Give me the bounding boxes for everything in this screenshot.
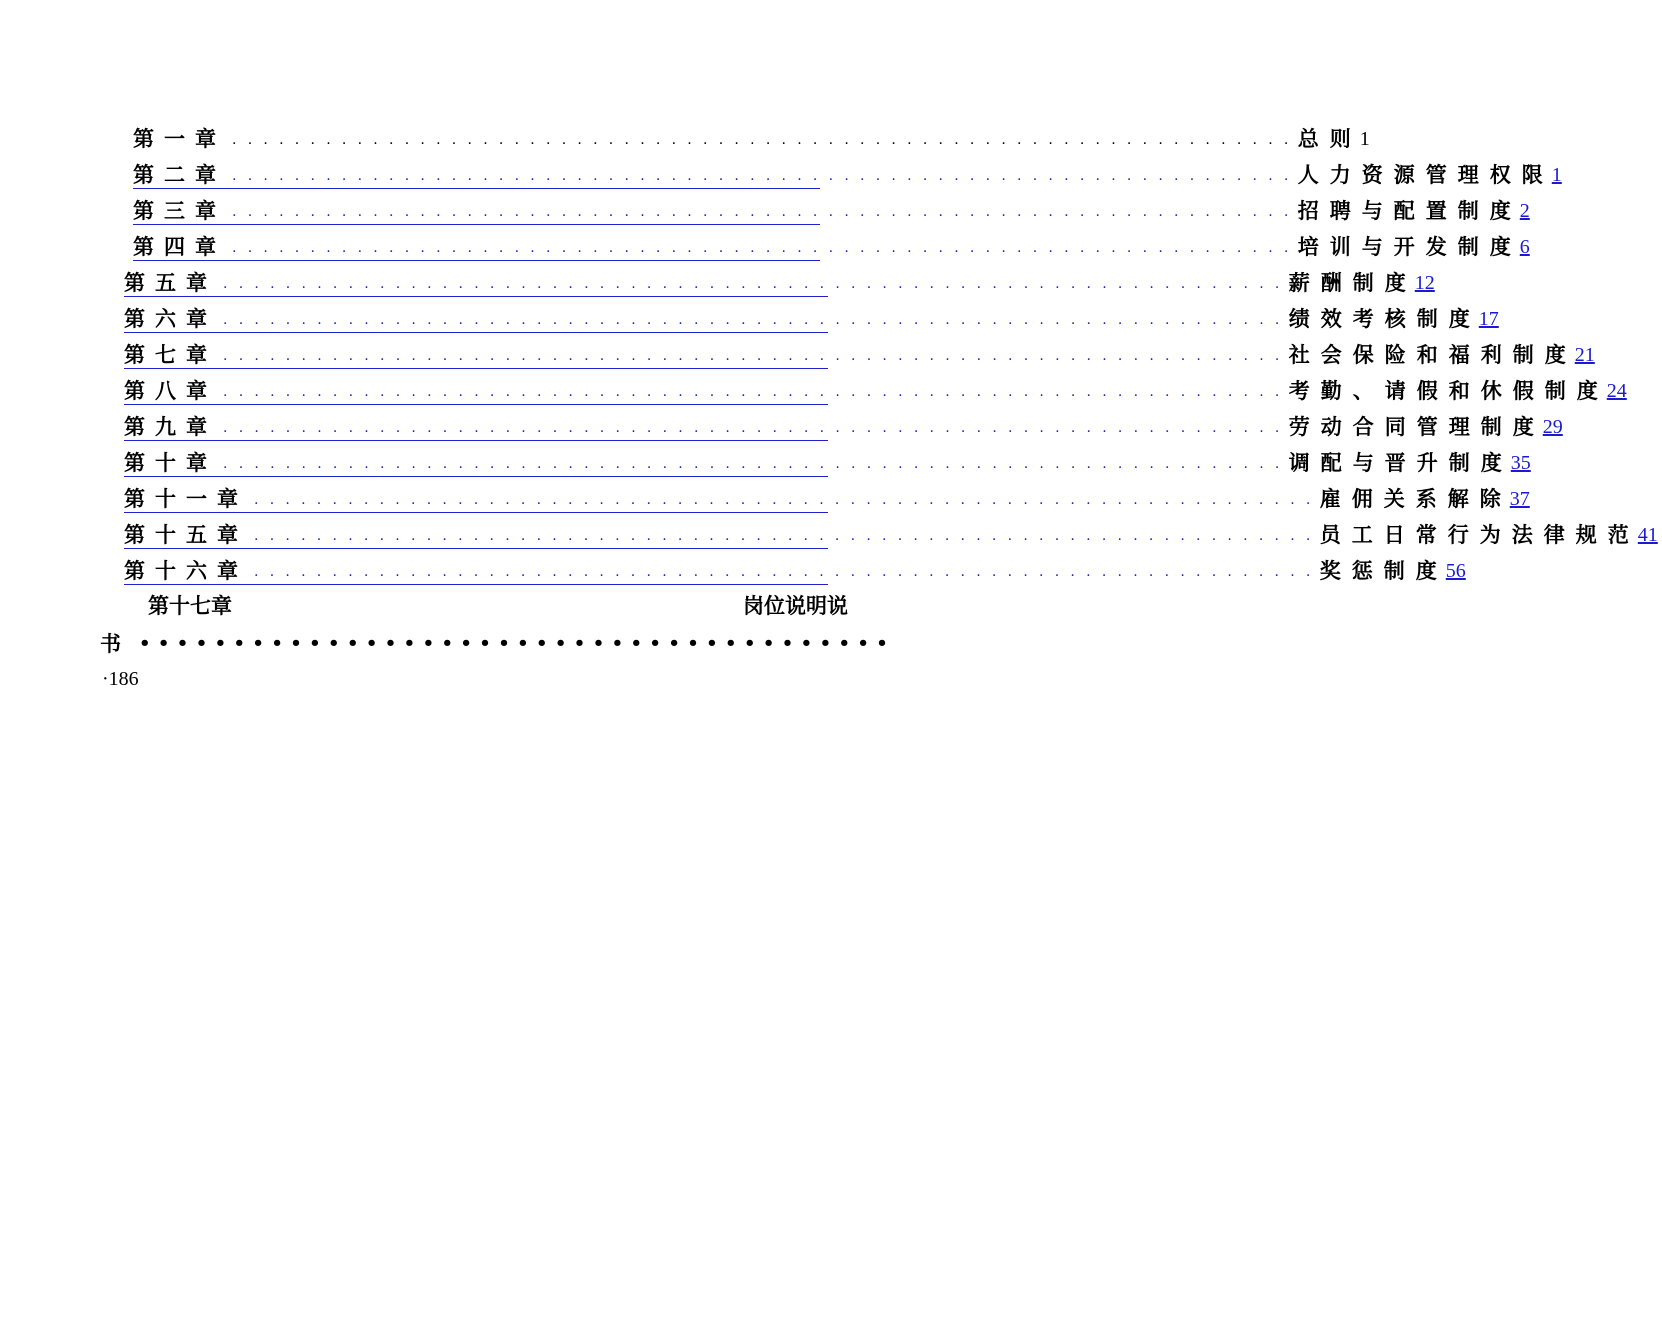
toc-entry[interactable] <box>124 408 1563 441</box>
toc-chapter-label: 第三章 <box>133 198 226 223</box>
toc-entry[interactable] <box>124 372 1627 405</box>
toc-chapter-label: 第四章 <box>133 234 226 259</box>
toc-chapter-label: 第六章 <box>124 306 217 331</box>
toc-chapter-char: 章 <box>211 593 232 618</box>
toc-title-end: 书 <box>100 631 121 656</box>
toc-chapter-label: 第一章 <box>133 126 226 151</box>
toc-chapter-char: 第 <box>148 593 169 618</box>
toc-chapter-label: 第二章 <box>133 162 226 187</box>
toc-title-char: 说 <box>785 593 806 618</box>
toc-chapter-char: 十 <box>169 593 190 618</box>
toc-chapter-label: 第十一章 <box>124 486 248 511</box>
toc-title: 奖惩制度 <box>1319 558 1448 583</box>
toc-title: 社会保险和福利制度 <box>1288 342 1577 367</box>
toc-leader-dots: . . . . . . . . . . . . . . . . . . . . . . . . . . . . . . . . . . . . . . . . . . . . . . . . . . . . . . . . . . . . . . . . . . . . <box>223 348 1283 364</box>
toc-leader-dots: . . . . . . . . . . . . . . . . . . . . . . . . . . . . . . . . . . . . . . . . . . . . . . . . . . . . . . . . . . . . . . . . . . . . <box>232 204 1292 220</box>
toc-leader-dots: •••••••••••••••••••••••••••••••••••••••• <box>139 632 896 654</box>
toc-page-number[interactable]: 12 <box>1414 272 1435 294</box>
toc-page-number[interactable]: 24 <box>1606 380 1627 402</box>
toc-entry[interactable] <box>124 264 1435 297</box>
toc-page-number[interactable]: 21 <box>1574 344 1595 366</box>
toc-leader-dots: . . . . . . . . . . . . . . . . . . . . . . . . . . . . . . . . . . . . . . . . . . . . . . . . . . . . . . . . . . . . . . . . . . . . <box>254 564 1314 580</box>
toc-page-number[interactable]: 41 <box>1637 524 1658 546</box>
toc-chapter-label: 第七章 <box>124 342 217 367</box>
toc-entry[interactable] <box>124 444 1531 477</box>
toc-title: 招聘与配置制度 <box>1297 198 1522 223</box>
toc-entry[interactable] <box>124 480 1530 513</box>
toc-entry[interactable] <box>124 336 1595 369</box>
toc-page-number[interactable]: 17 <box>1478 308 1499 330</box>
toc-entry <box>133 120 1370 152</box>
toc-title: 薪酬制度 <box>1288 270 1417 295</box>
toc-chapter-label: 第五章 <box>124 270 217 295</box>
toc-page-number[interactable]: 29 <box>1542 416 1563 438</box>
toc-title-char: 位 <box>764 593 785 618</box>
toc-entry[interactable] <box>124 300 1499 333</box>
toc-leader-dots: . . . . . . . . . . . . . . . . . . . . . . . . . . . . . . . . . . . . . . . . . . . . . . . . . . . . . . . . . . . . . . . . . . . . <box>254 492 1314 508</box>
toc-entry-chapter-17-line1 <box>148 590 848 620</box>
toc-title-char: 明 <box>806 593 827 618</box>
toc-entry[interactable] <box>124 516 1658 549</box>
toc-entry[interactable] <box>133 228 1530 261</box>
toc-title-char: 岗 <box>743 593 764 618</box>
toc-leader-dots: . . . . . . . . . . . . . . . . . . . . . . . . . . . . . . . . . . . . . . . . . . . . . . . . . . . . . . . . . . . . . . . . . . . . <box>223 276 1283 292</box>
toc-chapter-label: 第八章 <box>124 378 217 403</box>
toc-title: 人力资源管理权限 <box>1297 162 1554 187</box>
toc-page-number[interactable]: 56 <box>1445 560 1466 582</box>
toc-entry-chapter-17-line2 <box>100 628 896 658</box>
toc-leader-dots: . . . . . . . . . . . . . . . . . . . . . . . . . . . . . . . . . . . . . . . . . . . . . . . . . . . . . . . . . . . . . . . . . . . . <box>254 528 1314 544</box>
toc-page-number[interactable]: 1 <box>1551 164 1562 186</box>
toc-entry[interactable] <box>124 552 1466 585</box>
toc-chapter-char: 七 <box>190 593 211 618</box>
toc-entry[interactable] <box>133 156 1562 189</box>
toc-leader-dots: . . . . . . . . . . . . . . . . . . . . . . . . . . . . . . . . . . . . . . . . . . . . . . . . . . . . . . . . . . . . . . . . . . . . <box>232 168 1292 184</box>
toc-leader-dots: . . . . . . . . . . . . . . . . . . . . . . . . . . . . . . . . . . . . . . . . . . . . . . . . . . . . . . . . . . . . . . . . . . . . <box>232 132 1292 148</box>
toc-page-number[interactable]: 37 <box>1509 488 1530 510</box>
toc-title-char: 说 <box>827 593 848 618</box>
toc-page-number: 1 <box>1359 128 1370 150</box>
toc-leader-dots: . . . . . . . . . . . . . . . . . . . . . . . . . . . . . . . . . . . . . . . . . . . . . . . . . . . . . . . . . . . . . . . . . . . . <box>223 384 1283 400</box>
toc-entry[interactable] <box>133 192 1530 225</box>
toc-leader-dots: . . . . . . . . . . . . . . . . . . . . . . . . . . . . . . . . . . . . . . . . . . . . . . . . . . . . . . . . . . . . . . . . . . . . <box>223 456 1283 472</box>
toc-leader-dots: . . . . . . . . . . . . . . . . . . . . . . . . . . . . . . . . . . . . . . . . . . . . . . . . . . . . . . . . . . . . . . . . . . . . <box>232 240 1292 256</box>
toc-leader-dots: . . . . . . . . . . . . . . . . . . . . . . . . . . . . . . . . . . . . . . . . . . . . . . . . . . . . . . . . . . . . . . . . . . . . <box>223 420 1283 436</box>
toc-page-number[interactable]: 2 <box>1519 200 1530 222</box>
toc-chapter-label: 第十五章 <box>124 522 248 547</box>
toc-title: 雇佣关系解除 <box>1319 486 1512 511</box>
toc-chapter-label: 第十六章 <box>124 558 248 583</box>
toc-leader-dots: . . . . . . . . . . . . . . . . . . . . . . . . . . . . . . . . . . . . . . . . . . . . . . . . . . . . . . . . . . . . . . . . . . . . <box>223 312 1283 328</box>
toc-page-number[interactable]: 35 <box>1510 452 1531 474</box>
toc-chapter-label: 第九章 <box>124 414 217 439</box>
toc-title: 培训与开发制度 <box>1297 234 1522 259</box>
toc-title: 总则 <box>1297 126 1362 151</box>
toc-title: 劳动合同管理制度 <box>1288 414 1545 439</box>
toc-page-number[interactable]: 6 <box>1519 236 1530 258</box>
toc-title: 调配与晋升制度 <box>1288 450 1513 475</box>
toc-title: 考勤、请假和休假制度 <box>1288 378 1609 403</box>
toc-page-number: ·186 <box>102 668 139 690</box>
toc-title: 绩效考核制度 <box>1288 306 1481 331</box>
toc-title: 员工日常行为法律规范 <box>1319 522 1640 547</box>
toc-chapter-label: 第十章 <box>124 450 217 475</box>
